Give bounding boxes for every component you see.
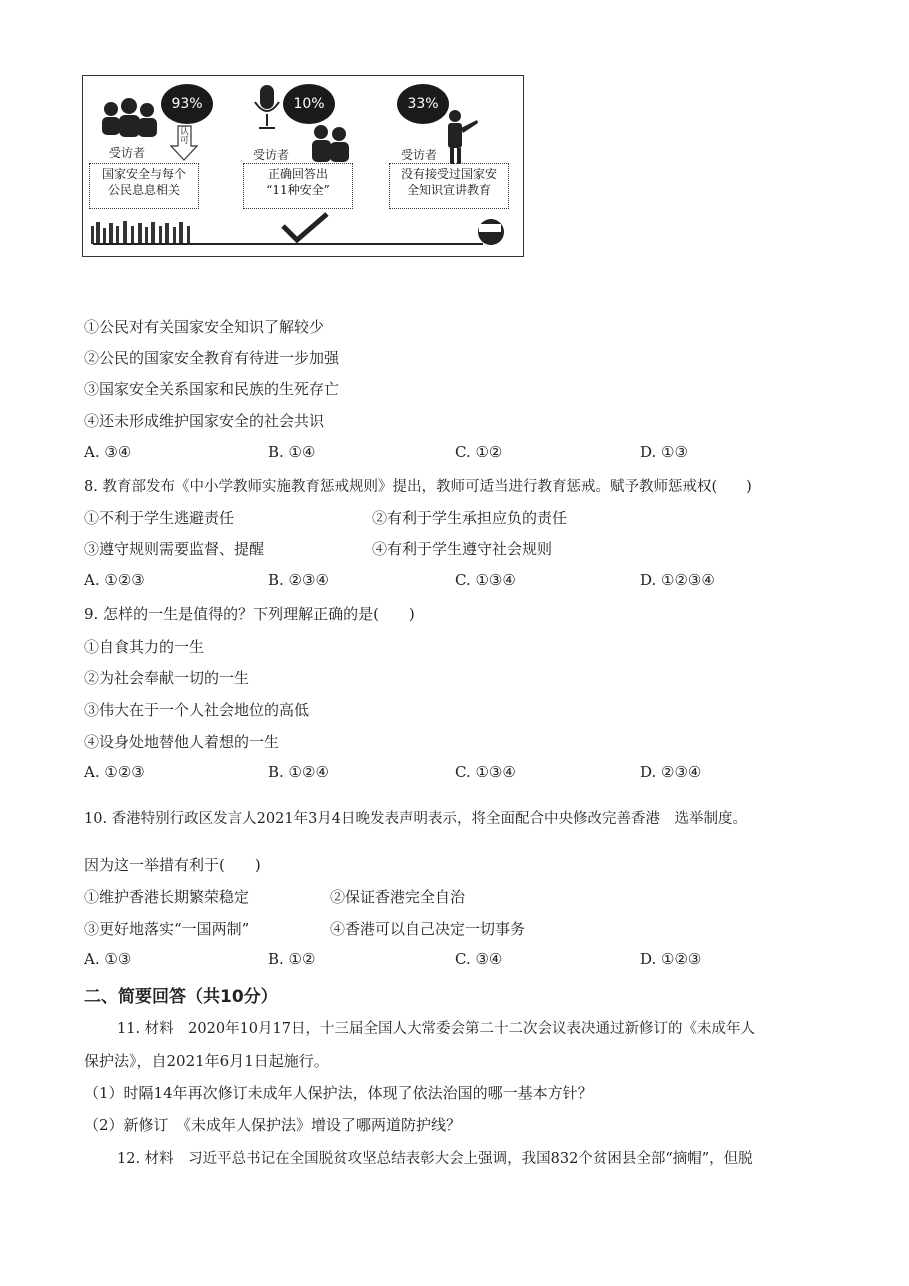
- q7-option-a[interactable]: A. ③④: [84, 443, 132, 461]
- percent-bubble-93: 93%: [161, 84, 213, 124]
- people-pair-icon: [312, 125, 349, 162]
- q10-statement-1: ①维护香港长期繁荣稳定: [84, 888, 250, 906]
- q7-option-d[interactable]: D. ①③: [640, 443, 688, 461]
- crowd-silhouette-icon: [91, 221, 190, 244]
- people-group-icon: [102, 98, 157, 137]
- q9-stem: 9. 怎样的一生是值得的？下列理解正确的是( ): [84, 605, 415, 623]
- q10-statement-2: ②保证香港完全自治: [330, 888, 466, 906]
- respondent-label-2: 受访者: [253, 148, 290, 162]
- q7-option-b[interactable]: B. ①④: [268, 443, 316, 461]
- q7-statement-4: ④还未形成维护国家安全的社会共识: [84, 412, 325, 430]
- q8-statement-2: ②有利于学生承担应负的责任: [372, 509, 568, 527]
- q7-statement-3: ③国家安全关系国家和民族的生死存亡: [84, 380, 340, 398]
- survey-figure: [82, 75, 524, 257]
- q11-material-line1: 11. 材料 2020年10月17日，十三届全国人大常委会第二十二次会议表决通过新修订的《未成年人: [117, 1021, 755, 1037]
- q7-statement-2: ②公民的国家安全教育有待进一步加强: [84, 349, 340, 367]
- microphone-icon: [255, 86, 279, 128]
- q8-statement-4: ④有利于学生遵守社会规则: [372, 540, 553, 558]
- q9-option-a[interactable]: A. ①②③: [84, 763, 145, 781]
- caption-box-1: 国家安全与每个 公民息息相关: [89, 163, 199, 209]
- q8-option-b[interactable]: B. ②③④: [268, 571, 329, 589]
- percent-bubble-10: 10%: [283, 84, 335, 124]
- check-mark-icon: [283, 214, 327, 240]
- q10-statement-4: ④香港可以自己决定一切事务: [330, 920, 526, 938]
- respondent-label-1: 受访者: [109, 146, 146, 160]
- q8-statement-3: ③遵守规则需要监督、提醒: [84, 540, 265, 558]
- q9-statement-3: ③伟大在于一个人社会地位的高低: [84, 701, 310, 719]
- q7-statement-1: ①公民对有关国家安全知识了解较少: [84, 318, 325, 336]
- caption-box-2: 正确回答出 “11种安全”: [243, 163, 353, 209]
- q10-option-b[interactable]: B. ①②: [268, 950, 316, 968]
- q8-option-a[interactable]: A. ①②③: [84, 571, 145, 589]
- caption-box-3: 没有接受过国家安 全知识宣讲教育: [389, 163, 509, 209]
- q9-option-c[interactable]: C. ①③④: [455, 763, 516, 781]
- person-presenter-icon: [448, 110, 478, 164]
- respondent-label-3: 受访者: [401, 148, 438, 162]
- percent-bubble-33: 33%: [397, 84, 449, 124]
- q10-option-c[interactable]: C. ③④: [455, 950, 503, 968]
- q12-material-line1: 12. 材料 习近平总书记在全国脱贫攻坚总结表彰大会上强调，我国832个贫困县全部“摘帽”，但脱: [117, 1151, 753, 1167]
- q8-option-c[interactable]: C. ①③④: [455, 571, 516, 589]
- q8-stem: 8. 教育部发布《中小学教师实施教育惩戒规则》提出，教师可适当进行教育惩戒。赋予教师惩戒权( ): [84, 479, 752, 495]
- q11-subquestion-2: （2）新修订 《未成年人保护法》增设了哪两道防护线？: [84, 1116, 462, 1134]
- section-title: 二、简要回答（共10分）: [84, 987, 278, 1007]
- q8-option-d[interactable]: D. ①②③④: [640, 571, 715, 589]
- q10-stem-line1: 10. 香港特别行政区发言人2021年3月4日晚发表声明表示，将全面配合中央修改完善香港 选举制度。: [84, 811, 748, 827]
- q9-statement-4: ④设身处地替他人着想的一生: [84, 733, 280, 751]
- q7-option-c[interactable]: C. ①②: [455, 443, 503, 461]
- q10-statement-3: ③更好地落实“一国两制”: [84, 920, 250, 938]
- q10-option-d[interactable]: D. ①②③: [640, 950, 702, 968]
- arrow-label: 认可: [180, 127, 190, 146]
- q8-statement-1: ①不利于学生逃避责任: [84, 509, 235, 527]
- vr-headset-icon: [478, 219, 504, 245]
- q9-option-b[interactable]: B. ①②④: [268, 763, 329, 781]
- q9-statement-2: ②为社会奉献一切的一生: [84, 669, 250, 687]
- q9-option-d[interactable]: D. ②③④: [640, 763, 702, 781]
- q11-subquestion-1: （1）时隔14年再次修订未成年人保护法，体现了依法治国的哪一基本方针？: [84, 1084, 593, 1102]
- q11-material-line2: 保护法》，自2021年6月1日起施行。: [84, 1052, 329, 1070]
- q10-stem-line2: 因为这一举措有利于( ): [84, 856, 261, 874]
- q9-statement-1: ①自食其力的一生: [84, 638, 205, 656]
- q10-option-a[interactable]: A. ①③: [84, 950, 132, 968]
